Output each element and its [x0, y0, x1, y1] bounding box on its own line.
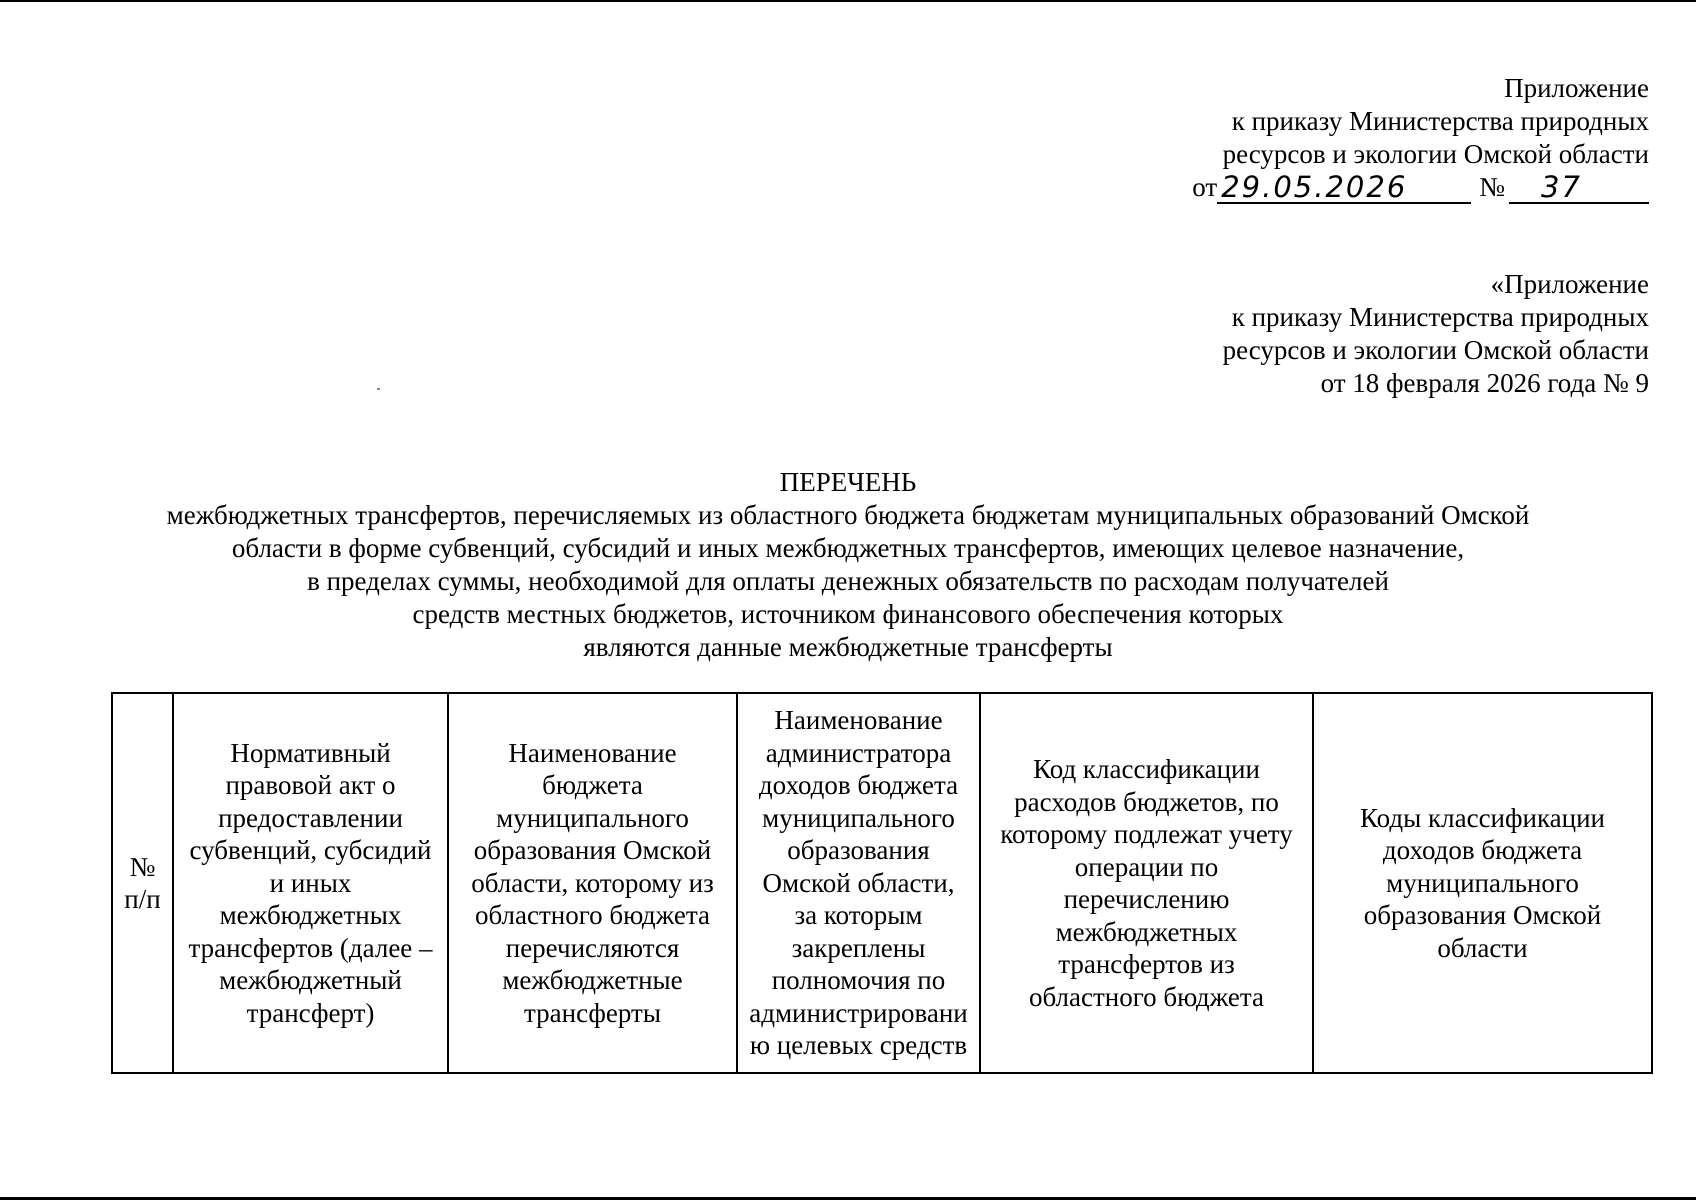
appendix-title: Приложение	[1504, 73, 1649, 103]
header-line: перечисляются	[505, 932, 680, 963]
header-line: области, которому из	[471, 867, 714, 898]
header-line: администрировани	[749, 997, 968, 1028]
header-line: которому подлежат учету	[1000, 819, 1293, 849]
header-line: закреплены	[791, 932, 926, 963]
previous-appendix-line-3: от 18 февраля 2026 года № 9	[1320, 368, 1649, 398]
handwritten-number: 37	[1509, 172, 1649, 204]
header-line: за которым	[794, 900, 923, 931]
header-line: п/п	[124, 884, 161, 914]
header-line: бюджета	[542, 770, 643, 801]
header-cell-legal-act	[173, 693, 448, 1073]
header-cell-number	[112, 693, 173, 1073]
scan-speck	[377, 388, 380, 390]
previous-appendix-line-2: ресурсов и экологии Омской области	[1222, 335, 1649, 365]
header-line: операции по	[1074, 851, 1219, 882]
header-line: трансфертов (далее –	[188, 932, 433, 963]
header-line: доходов бюджета	[758, 770, 959, 801]
transfers-table	[111, 692, 1653, 1074]
header-line: трансфертов из	[1058, 949, 1235, 979]
header-line: межбюджетных	[1055, 916, 1238, 947]
header-line: Код классификации	[1033, 754, 1260, 784]
appendix-date-number-line	[1192, 171, 1649, 204]
header-line: межбюджетные	[502, 965, 683, 996]
appendix-line-1: к приказу Министерства природных	[1231, 106, 1649, 136]
header-line: и иных	[269, 867, 352, 898]
heading-line-4: средств местных бюджетов, источником финансового обеспечения которых	[412, 599, 1284, 629]
header-line: трансферт)	[246, 997, 375, 1028]
header-line: образования Омской	[1363, 900, 1602, 931]
header-line: образования Омской	[473, 835, 712, 866]
document-heading	[0, 466, 1696, 664]
header-line: Коды классификации	[1360, 802, 1605, 833]
table-header-row	[112, 693, 1652, 1073]
appendix-line-2: ресурсов и экологии Омской области	[1222, 139, 1649, 169]
heading-line-3: в пределах суммы, необходимой для оплаты денежных обязательств по расходам получателей	[307, 566, 1389, 596]
header-line: субвенций, субсидий	[189, 835, 432, 866]
header-line: ю целевых средств	[749, 1030, 968, 1061]
header-line: областного бюджета	[1028, 981, 1265, 1012]
from-prefix: от	[1192, 172, 1218, 202]
previous-appendix-header	[1223, 268, 1649, 400]
header-line: Наименование	[774, 705, 943, 736]
header-cell-revenue-codes	[1313, 693, 1652, 1073]
header-line: Нормативный	[230, 737, 391, 768]
header-line: предоставлении	[218, 802, 403, 833]
header-line: правовой акт о	[225, 770, 396, 801]
page-top-border	[0, 0, 1696, 2]
header-line: межбюджетный	[219, 965, 402, 996]
heading-line-1: межбюджетных трансфертов, перечисляемых из областного бюджета бюджетам муниципальных образований Омской	[166, 500, 1530, 530]
header-line: муниципального	[496, 802, 689, 833]
heading-line-5: являются данные межбюджетные трансферты	[583, 632, 1113, 662]
heading-line-2: области в форме субвенций, субсидий и иных межбюджетных трансфертов, имеющих целевое назначение,	[231, 533, 1465, 563]
header-cell-budget-name	[448, 693, 737, 1073]
header-line: областного бюджета	[474, 900, 711, 931]
header-line: расходов бюджетов, по	[1014, 786, 1279, 817]
handwritten-date: 29.05.2026	[1217, 172, 1471, 204]
header-line: доходов бюджета	[1382, 835, 1583, 866]
header-line: №	[129, 851, 156, 882]
header-line: администратора	[765, 737, 952, 768]
heading-title: ПЕРЕЧЕНЬ	[779, 467, 917, 497]
header-line: муниципального	[762, 802, 955, 833]
previous-appendix-title: «Приложение	[1490, 269, 1649, 299]
header-line: муниципального	[1386, 867, 1579, 898]
header-line: Омской области,	[762, 867, 955, 898]
header-line: перечислению	[1063, 884, 1230, 914]
header-cell-revenue-administrator	[737, 693, 980, 1073]
previous-appendix-line-1: к приказу Министерства природных	[1231, 302, 1649, 332]
header-line: трансферты	[524, 997, 661, 1028]
header-line: полномочия по	[771, 965, 946, 996]
header-line: образования	[787, 835, 930, 866]
number-sign: №	[1479, 172, 1505, 202]
header-line: межбюджетных	[219, 900, 402, 931]
appendix-header	[1192, 72, 1649, 204]
header-line: области	[1437, 932, 1528, 963]
header-cell-expense-code	[980, 693, 1313, 1073]
header-line: Наименование	[508, 737, 677, 768]
